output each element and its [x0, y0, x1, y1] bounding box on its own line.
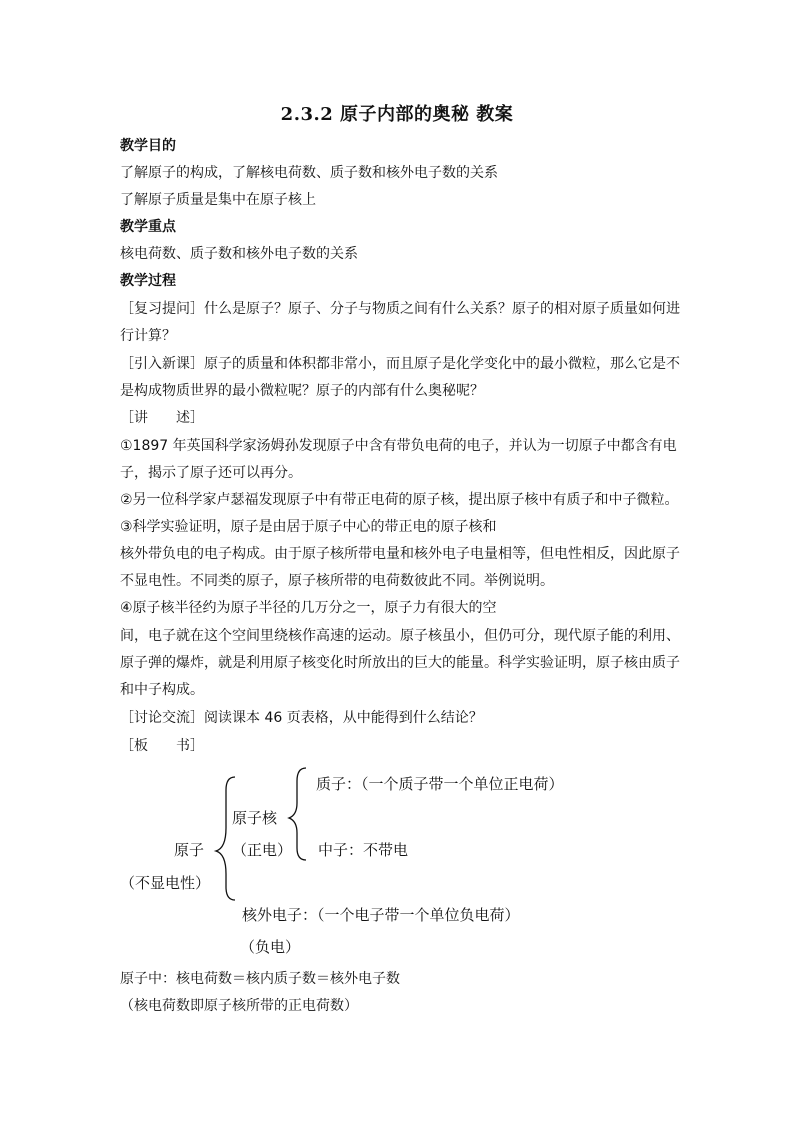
board-label: ［板 书］ [120, 738, 204, 754]
point-3-line-1: ③科学实验证明，原子是由居于原子中心的带正电的原子核和 [120, 519, 497, 535]
point-2-line-1: ②另一位科学家卢瑟福发现原子中有带正电荷的原子核，提出原子核中有质子和中子微粒。 [120, 492, 679, 508]
discussion-line: ［讨论交流］阅读课本 46 页表格，从中能得到什么结论？ [120, 710, 483, 726]
key-points-heading: 教学重点 [120, 219, 176, 235]
nucleus-label: 原子核 [232, 809, 278, 827]
objective-1: 了解原子的构成，了解核电荷数、质子数和核外电子数的关系 [120, 165, 498, 181]
point-4-line-3: 原子弹的爆炸，就是利用原子核变化时所放出的巨大的能量。科学实验证明，原子核由质子 [120, 655, 680, 671]
intro-line-2: 是构成物质世界的最小微粒呢？原子的内部有什么奥秘呢？ [120, 383, 484, 399]
review-question-line-2: 行计算？ [120, 328, 176, 344]
lecture-label: ［讲 述］ [120, 410, 204, 426]
page-title: 2.3.2 原子内部的奥秘 教案 [280, 104, 514, 125]
point-1-line-1: ①1897 年英国科学家汤姆孙发现原子中含有带负电荷的电子，并认为一切原子中都含有电 [120, 438, 677, 454]
electron-label: 核外电子：（一个电子带一个单位负电荷） [242, 906, 520, 924]
neutron-label: 中子：不带电 [318, 841, 409, 859]
point-4-line-4: 和中子构成。 [120, 682, 204, 698]
conclusion-note: （核电荷数即原子核所带的正电荷数） [120, 998, 358, 1014]
atom-label: 原子 [174, 841, 205, 859]
key-point-1: 核电荷数、质子数和核外电子数的关系 [120, 246, 358, 262]
process-heading: 教学过程 [120, 273, 176, 289]
proton-label: 质子：（一个质子带一个单位正电荷） [316, 775, 564, 793]
objective-2: 了解原子质量是集中在原子核上 [120, 192, 316, 208]
point-4-line-2: 间，电子就在这个空间里绕核作高速的运动。原子核虽小，但仍可分，现代原子能的利用、 [120, 628, 680, 644]
point-4-line-1: ④原子核半径约为原子半径的几万分之一，原子力有很大的空 [120, 600, 497, 616]
point-3-line-3: 不显电性。不同类的原子，原子核所带的电荷数彼此不同。举例说明。 [120, 573, 554, 589]
atom-charge-label: （不显电性） [120, 874, 211, 892]
nucleus-charge-label: （正电） [232, 841, 293, 859]
electron-charge-label: （负电） [240, 938, 301, 956]
objectives-heading: 教学目的 [120, 138, 176, 154]
intro-line-1: ［引入新课］原子的质量和体积都非常小，而且原子是化学变化中的最小微粒，那么它是不 [120, 356, 680, 372]
outer-brace [216, 777, 235, 900]
point-3-line-2: 核外带负电的电子构成。由于原子核所带电量和核外电子电量相等，但电性相反，因此原子 [120, 546, 680, 562]
review-question-line-1: ［复习提问］什么是原子？原子、分子与物质之间有什么关系？原子的相对原子质量如何进 [120, 301, 680, 317]
point-1-line-2: 子，揭示了原子还可以再分。 [120, 465, 302, 481]
conclusion-equation: 原子中：核电荷数＝核内质子数＝核外电子数 [120, 971, 400, 987]
